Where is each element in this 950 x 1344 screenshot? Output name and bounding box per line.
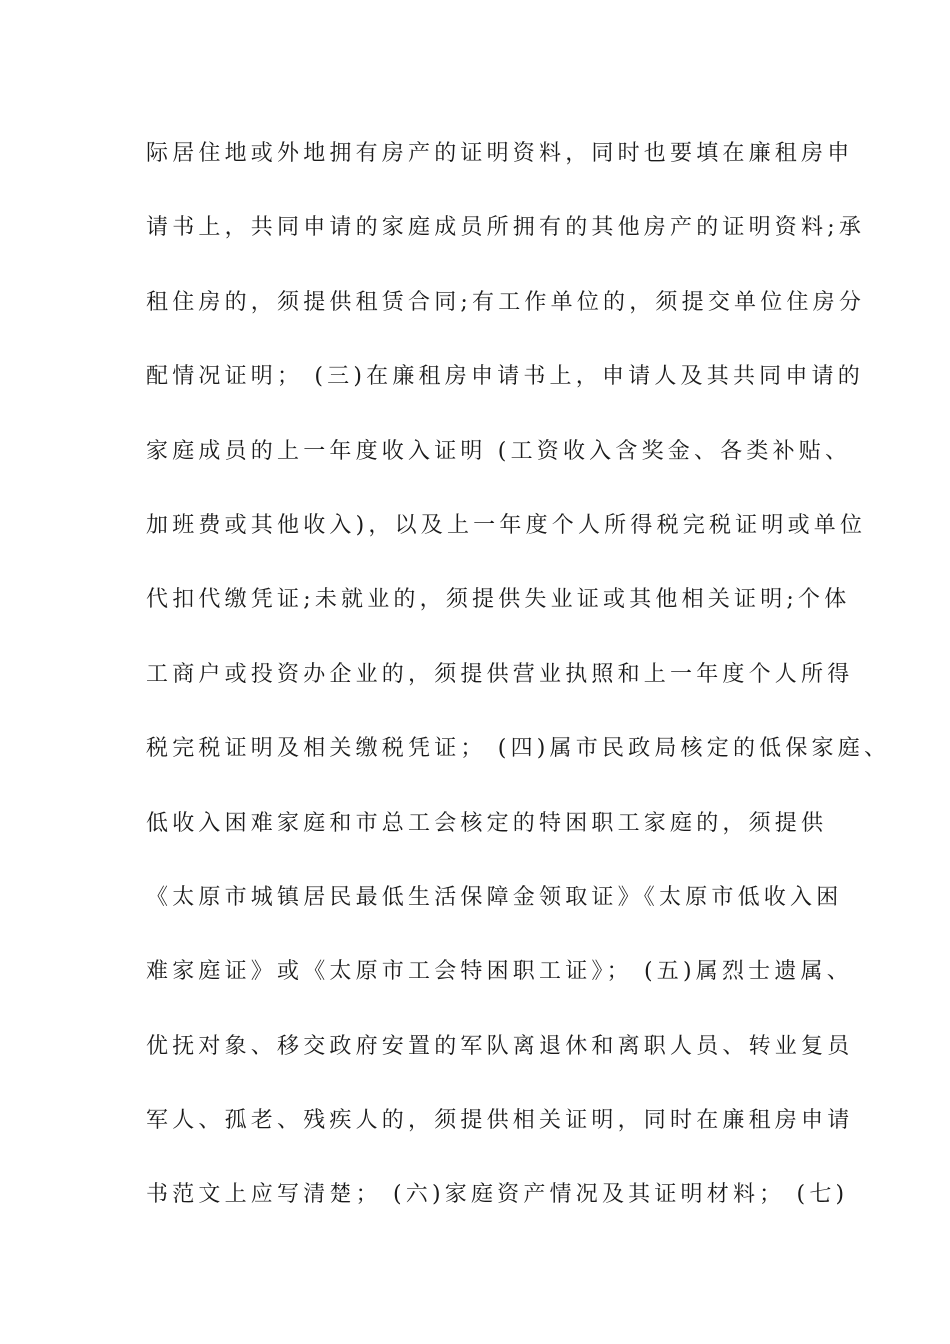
- text-line-15: 书范文上应写清楚； (六)家庭资产情况及其证明材料； (七): [146, 1182, 849, 1208]
- text-line-5: 家庭成员的上一年度收入证明 (工资收入含奖金、各类补贴、: [146, 438, 852, 464]
- text-line-10: 低收入困难家庭和市总工会核定的特困职工家庭的，须提供: [146, 810, 828, 836]
- text-line-12: 难家庭证》或《太原市工会特困职工证》； (五)属烈士遗属、: [146, 959, 853, 985]
- body-text: [146, 136, 891, 1252]
- text-line-4: 配情况证明； (三)在廉租房申请书上，申请人及其共同申请的: [146, 364, 864, 390]
- text-line-11: 《太原市城镇居民最低生活保障金领取证》《太原市低收入困: [146, 884, 843, 910]
- text-line-1: 际居住地或外地拥有房产的证明资料，同时也要填在廉租房申: [146, 141, 854, 166]
- text-line-14: 军人、孤老、残疾人的，须提供相关证明，同时在廉租房申请: [146, 1108, 854, 1134]
- text-line-6: 加班费或其他收入)，以及上一年度个人所得税完税证明或单位: [146, 512, 867, 538]
- text-line-2: 请书上，共同申请的家庭成员所拥有的其他房产的证明资料;承: [146, 215, 866, 241]
- text-line-13: 优抚对象、移交政府安置的军队离退休和离职人员、转业复员: [146, 1033, 854, 1059]
- text-line-8: 工商户或投资办企业的，须提供营业执照和上一年度个人所得: [146, 661, 854, 687]
- text-line-9: 税完税证明及相关缴税凭证； (四)属市民政局核定的低保家庭、: [146, 736, 891, 762]
- text-line-7: 代扣代缴凭证;未就业的，须提供失业证或其他相关证明;个体: [146, 587, 851, 613]
- text-line-3: 租住房的，须提供租赁合同;有工作单位的，须提交单位住房分: [146, 289, 866, 315]
